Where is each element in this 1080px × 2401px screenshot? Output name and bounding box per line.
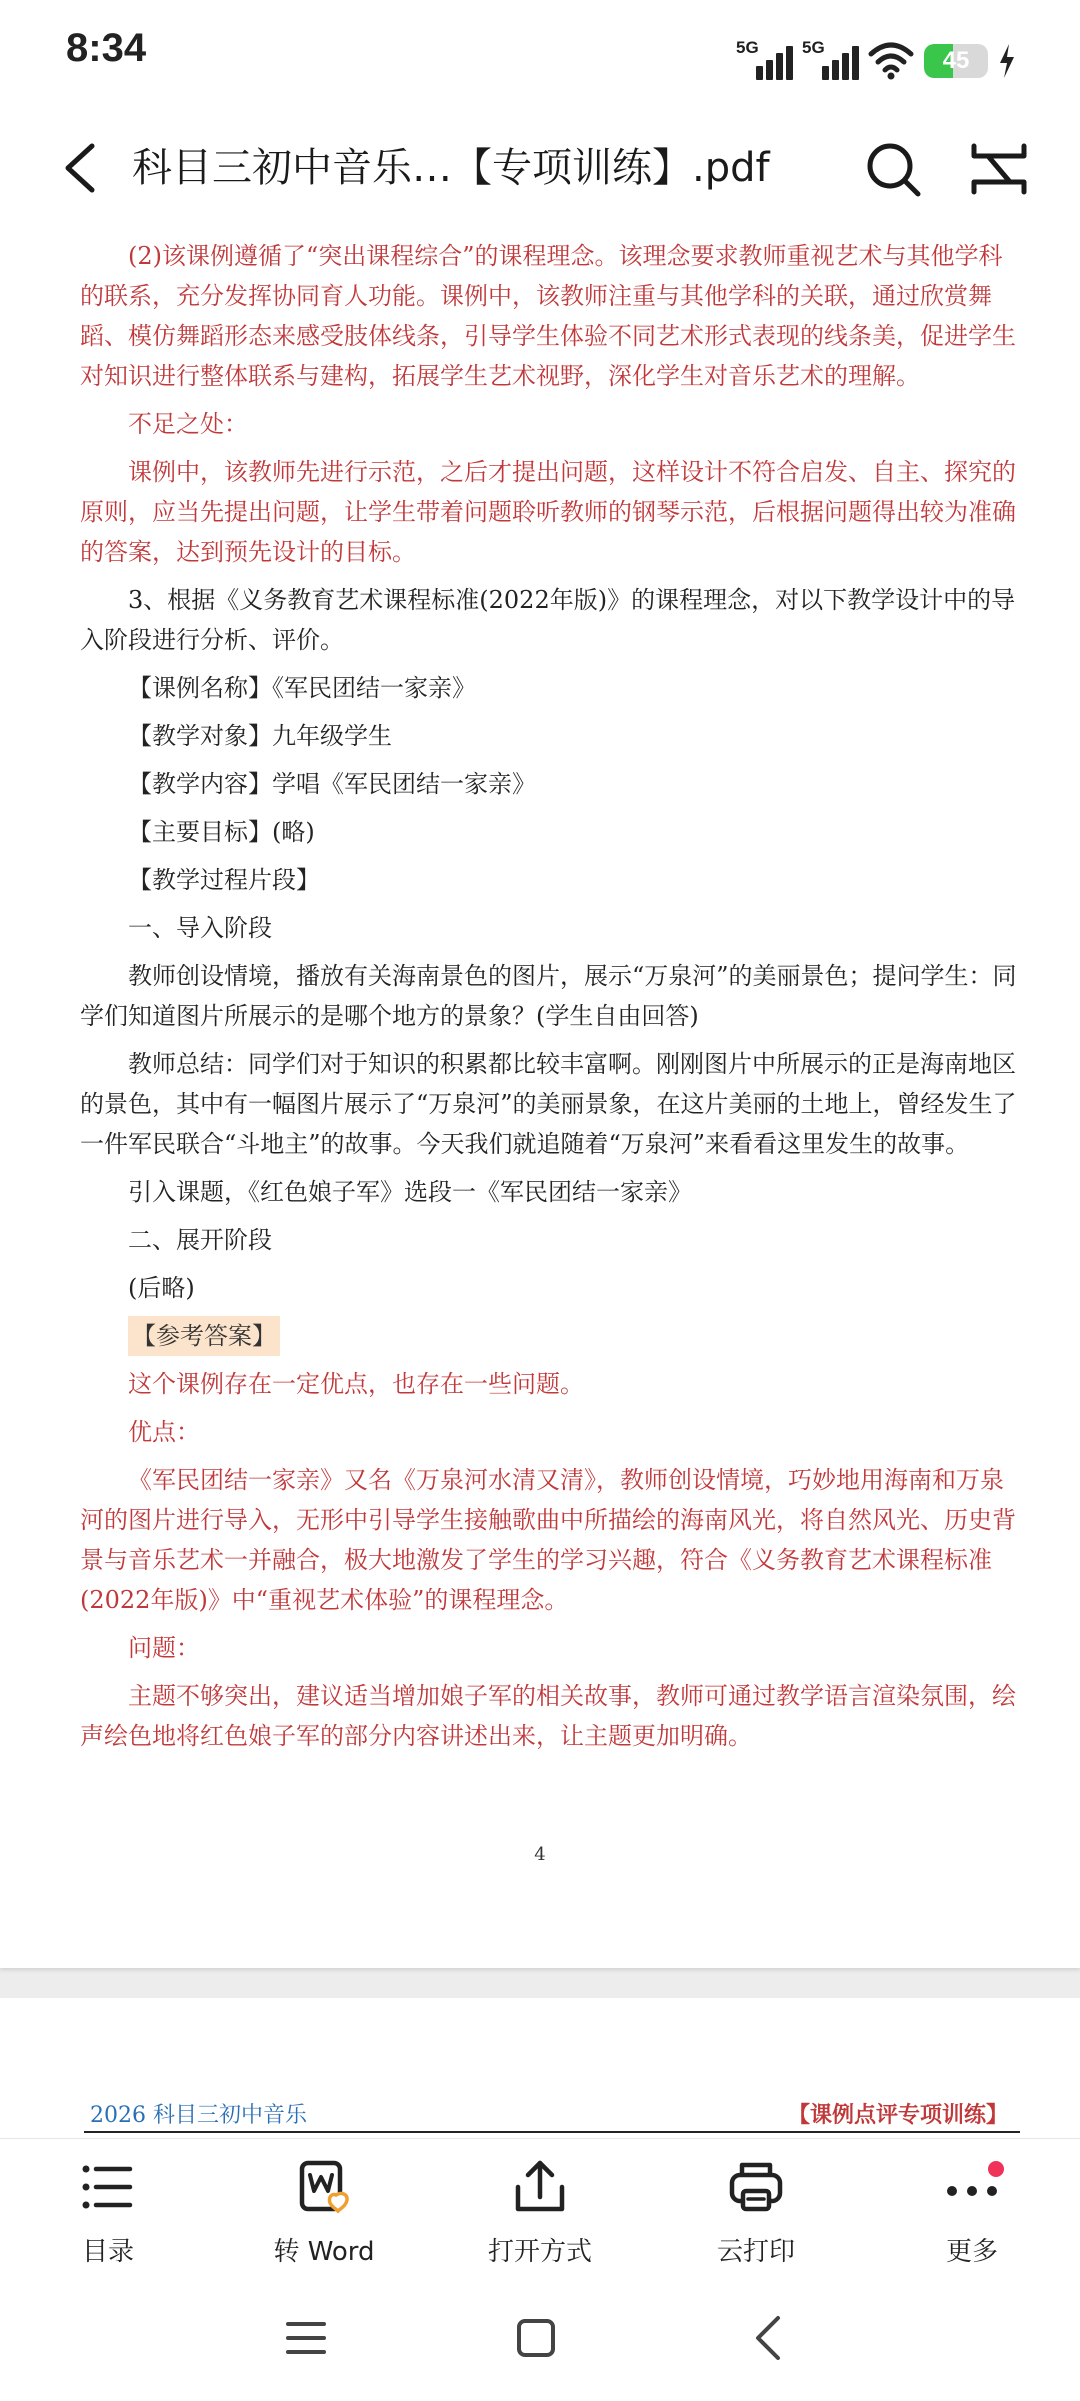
page-content — [80, 236, 1020, 1764]
signal-5g-icon — [736, 40, 792, 80]
status-time: 8:34 — [66, 26, 147, 70]
paragraph: 课例中，该教师先进行示范，之后才提出问题，这样设计不符合启发、自主、探究的原则，应当先提出问题，让学生带着问题聆听教师的钢琴示范，后根据问题得出较为准确的答案，达到预先设计的目标。 — [80, 458, 1016, 566]
signal-label: 5G — [802, 38, 825, 57]
battery-icon — [924, 44, 988, 78]
toolbar-label: 转 Word — [273, 2237, 375, 2267]
app-header — [0, 110, 1080, 228]
back-icon[interactable] — [740, 2308, 800, 2368]
bottom-toolbar — [0, 2138, 1080, 2279]
header-rule — [84, 2131, 1020, 2133]
menu-icon[interactable] — [276, 2308, 336, 2368]
notification-dot — [988, 2161, 1004, 2177]
toolbar-contents-button[interactable] — [28, 2157, 188, 2277]
word-convert-icon — [294, 2157, 354, 2217]
document-title: 科目三初中音乐…【专项训练】.pdf — [132, 145, 770, 191]
paragraph: 【主要目标】(略) — [128, 818, 315, 846]
printer-icon — [726, 2157, 786, 2217]
expand-icon[interactable] — [968, 138, 1030, 200]
pdf-page[interactable] — [0, 228, 1080, 1968]
toolbar-label: 目录 — [81, 2237, 134, 2267]
wifi-icon — [868, 40, 914, 80]
next-page-header-right: 【课例点评专项训练】 — [787, 2102, 1008, 2128]
pdf-viewport[interactable] — [0, 228, 1080, 2138]
paragraph: 【课例名称】《军民团结一家亲》 — [128, 674, 476, 702]
toolbar-label: 云打印 — [716, 2237, 795, 2267]
page-number: 4 — [534, 1844, 546, 1865]
battery-percent: 45 — [942, 47, 970, 74]
toolbar-label: 更多 — [945, 2237, 998, 2267]
answer-paragraph: 主题不够突出，建议适当增加娘子军的相关故事，教师可通过教学语言渲染氛围，绘声绘色地将红色娘子军的部分内容讲述出来，让主题更加明确。 — [80, 1682, 1016, 1750]
paragraph: 引入课题，《红色娘子军》选段一《军民团结一家亲》 — [128, 1178, 692, 1206]
toolbar-open-with-button[interactable] — [460, 2157, 620, 2277]
signal-5g-icon — [802, 40, 858, 80]
back-arrow-icon[interactable] — [54, 138, 114, 198]
answer-paragraph: 问题： — [128, 1634, 200, 1662]
paragraph: 【教学内容】学唱《军民团结一家亲》 — [128, 770, 536, 798]
paragraph: (2)该课例遵循了“突出课程综合”的课程理念。该理念要求教师重视艺术与其他学科的联系，充分发挥协同育人功能。课例中，该教师注重与其他学科的关联，通过欣赏舞蹈、模仿舞蹈形态来感受肢体线条，引导学生体验不同艺术形式表现的线条美，促进学生对知识进行整体联系与建构，拓展学生艺术视野，深化学生对音乐艺术的理解。 — [80, 242, 1016, 390]
charging-bolt-icon — [998, 44, 1016, 78]
signal-label: 5G — [736, 38, 759, 57]
next-page-header-left: 2026 科目三初中音乐 — [90, 2103, 307, 2128]
toolbar-label: 打开方式 — [487, 2237, 592, 2267]
toolbar-word-button[interactable] — [244, 2157, 404, 2277]
answer-paragraph: 《军民团结一家亲》又名《万泉河水清又清》，教师创设情境，巧妙地用海南和万泉河的图片进行导入，无形中引导学生接触歌曲中所描绘的海南风光，将自然风光、历史背景与音乐艺术一并融合，极大地激发了学生的学习兴趣，符合《义务教育艺术课程标准(2022年版)》中“重视艺术体验”的课程理念。 — [80, 1466, 1016, 1614]
status-icons — [736, 30, 1016, 80]
paragraph: 【教学过程片段】 — [128, 866, 320, 894]
paragraph: 一、导入阶段 — [128, 914, 272, 942]
answer-paragraph: 这个课例存在一定优点，也存在一些问题。 — [128, 1370, 584, 1398]
toolbar-cloud-print-button[interactable] — [676, 2157, 836, 2277]
paragraph: 不足之处： — [128, 410, 248, 438]
list-icon — [78, 2157, 138, 2217]
paragraph: 【教学对象】九年级学生 — [128, 722, 392, 750]
toolbar-more-button[interactable] — [892, 2157, 1052, 2277]
search-icon[interactable] — [862, 138, 924, 200]
answer-paragraph: 优点： — [128, 1418, 200, 1446]
share-icon — [510, 2157, 570, 2217]
paragraph: 二、展开阶段 — [128, 1226, 272, 1254]
home-icon[interactable] — [506, 2308, 566, 2368]
paragraph: 教师创设情境，播放有关海南景色的图片，展示“万泉河”的美丽景色；提问学生：同学们知道图片所展示的是哪个地方的景象？(学生自由回答) — [80, 962, 1017, 1030]
paragraph: 教师总结：同学们对于知识的积累都比较丰富啊。刚刚图片中所展示的正是海南地区的景色，其中有一幅图片展示了“万泉河”的美丽景象，在这片美丽的土地上，曾经发生了一件军民联合“斗地主”的故事。今天我们就追随着“万泉河”来看看这里发生的故事。 — [80, 1050, 1017, 1158]
status-bar — [0, 0, 1080, 110]
answer-tag: 【参考答案】 — [128, 1316, 280, 1356]
system-nav-bar — [0, 2278, 1080, 2401]
answer-tag-line — [80, 1316, 1020, 1356]
paragraph: 3、根据《义务教育艺术课程标准(2022年版)》的课程理念，对以下教学设计中的导入阶段进行分析、评价。 — [80, 586, 1016, 654]
paragraph: (后略) — [128, 1274, 195, 1302]
